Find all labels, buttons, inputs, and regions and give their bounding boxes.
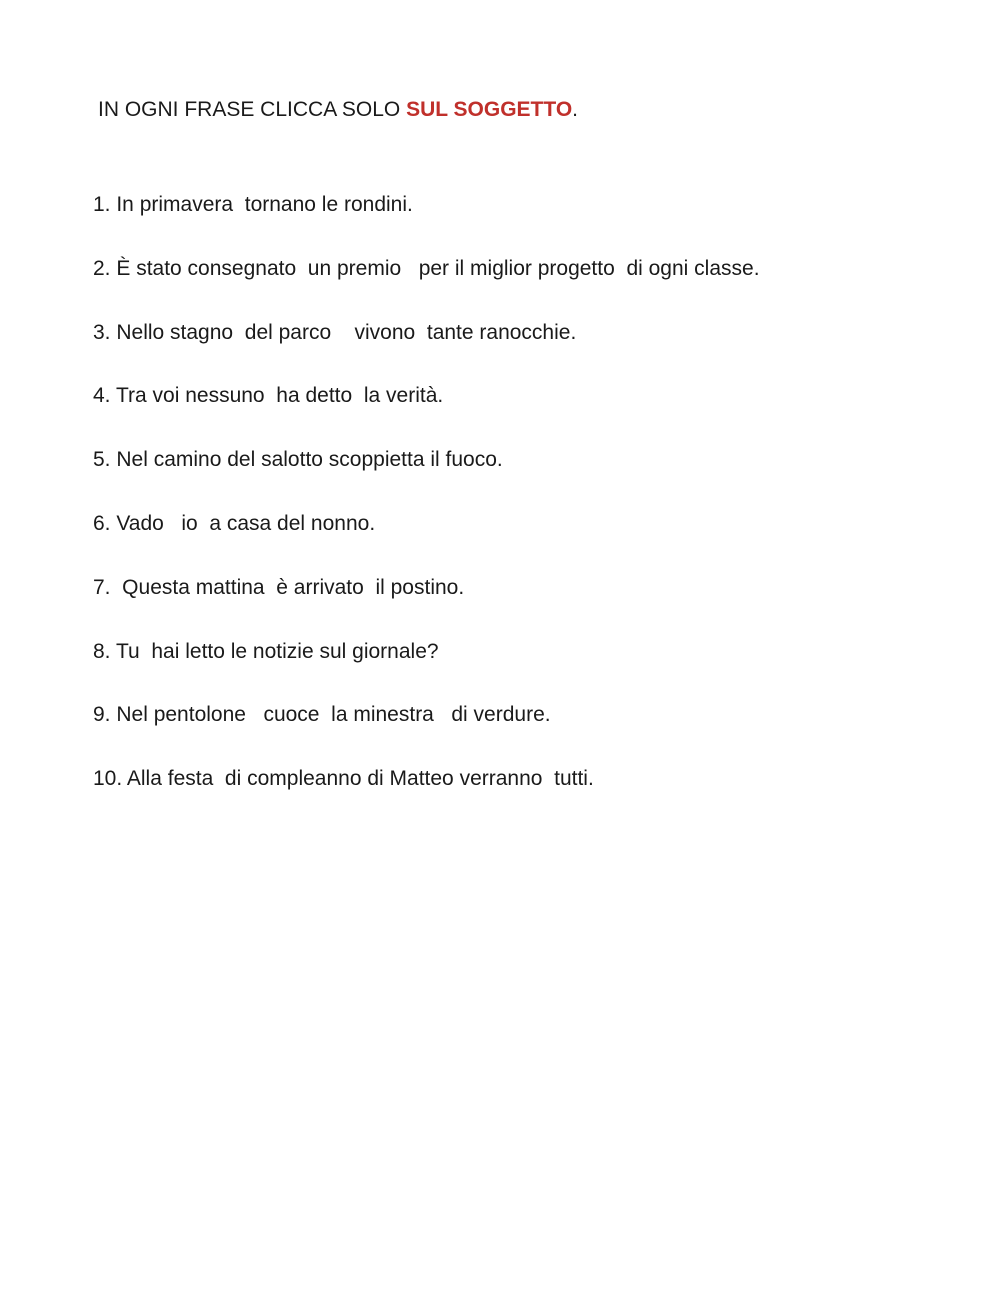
sentence-number: 7. bbox=[93, 575, 111, 599]
sentence-7[interactable] bbox=[93, 574, 760, 602]
sentence-9[interactable] bbox=[93, 701, 760, 729]
sentence-text[interactable]: Tu hai letto le notizie sul giornale? bbox=[110, 639, 439, 663]
sentence-text[interactable]: In primavera tornano le rondini. bbox=[110, 193, 413, 216]
sentence-number: 8. bbox=[93, 639, 111, 663]
sentence-text[interactable]: Nel pentolone cuoce la minestra di verdure. bbox=[110, 703, 551, 727]
sentence-list bbox=[93, 191, 760, 829]
instruction-prefix: IN OGNI FRASE CLICCA SOLO bbox=[98, 98, 407, 121]
sentence-number: 2. bbox=[93, 256, 111, 280]
sentence-8[interactable] bbox=[93, 638, 760, 666]
sentence-2[interactable] bbox=[93, 255, 760, 283]
sentence-number: 4. bbox=[93, 384, 111, 408]
sentence-1[interactable] bbox=[93, 191, 760, 219]
sentence-text[interactable]: È stato consegnato un premio per il miglior progetto di ogni classe. bbox=[110, 256, 760, 280]
sentence-text[interactable]: Nello stagno del parco vivono tante ranocchie. bbox=[110, 320, 577, 344]
instruction-suffix: . bbox=[572, 98, 579, 121]
sentence-text[interactable]: Questa mattina è arrivato il postino. bbox=[110, 575, 465, 599]
sentence-number: 10. bbox=[93, 767, 123, 791]
instruction-highlight: SUL SOGGETTO bbox=[406, 98, 573, 121]
sentence-number: 9. bbox=[93, 703, 111, 727]
sentence-4[interactable] bbox=[93, 382, 760, 410]
sentence-number: 3. bbox=[93, 320, 111, 344]
sentence-number: 1. bbox=[93, 193, 111, 216]
instruction-heading bbox=[98, 96, 578, 124]
sentence-6[interactable] bbox=[93, 510, 760, 538]
sentence-5[interactable] bbox=[93, 446, 760, 474]
sentence-number: 6. bbox=[93, 511, 111, 535]
sentence-10[interactable] bbox=[93, 765, 760, 793]
sentence-text[interactable]: Alla festa di compleanno di Matteo verranno tutti. bbox=[122, 767, 594, 791]
sentence-text[interactable]: Vado io a casa del nonno. bbox=[110, 511, 376, 535]
sentence-number: 5. bbox=[93, 448, 111, 472]
sentence-text[interactable]: Tra voi nessuno ha detto la verità. bbox=[110, 384, 444, 408]
sentence-text[interactable]: Nel camino del salotto scoppietta il fuoco. bbox=[110, 448, 503, 472]
sentence-3[interactable] bbox=[93, 319, 760, 347]
